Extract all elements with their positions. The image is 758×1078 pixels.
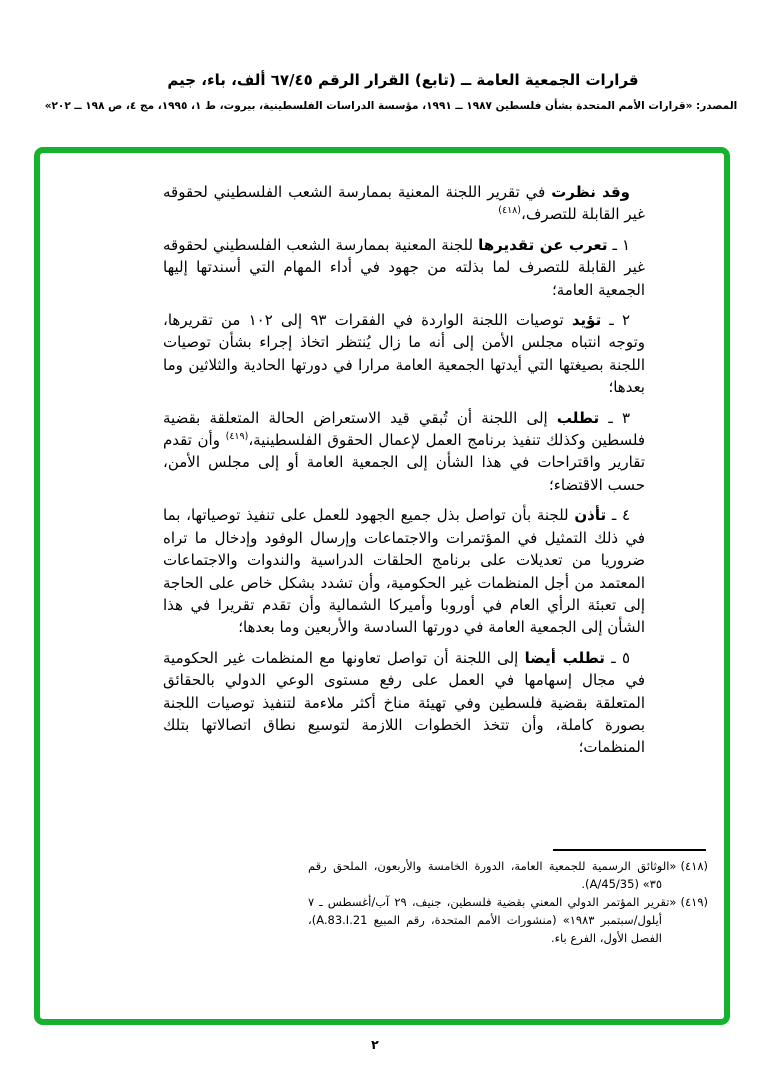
operative-phrase: تؤيد bbox=[571, 311, 602, 330]
footnote-text: «تقرير المؤتمر الدولي المعني بقضية فلسطين، جنيف، ٢٩ آب/أغسطس ـ ٧ أيلول/سبتمبر ١٩٨٣» (منشورات الأمم المتحدة، رقم المبيع A.83.I.21)، الفصل الأول، الفرع باء. bbox=[308, 895, 677, 945]
footnote-ref: (٤١٨) bbox=[498, 205, 521, 217]
body-paragraph bbox=[163, 309, 645, 399]
paragraph-text: ٥ ـ bbox=[604, 648, 630, 667]
footnote-item bbox=[308, 893, 708, 947]
paragraph-text: إلى اللجنة أن تواصل تعاونها مع المنظمات غير الحكومية في مجال إسهامها في العمل على رفع مستوى الوعي الدولي بالحقائق المتعلقة بقضية فلسطين وفي تهيئة مناخ أكثر ملاءمة لتنفيذ توصيات اللجنة بصورة كاملة، وأن تتخذ الخطوات اللازمة لتوسيع نطاق اتصالاتها بتلك المنظمات؛ bbox=[163, 648, 645, 757]
paragraph-text: توصيات اللجنة الواردة في الفقرات ٩٣ إلى ١٠٢ من تقريرها، وتوجه انتباه مجلس الأمن إلى أنه ما زال يُنتظر اتخاذ إجراء بشأن توصيات اللجنة بصيغتها التي أيدتها الجمعية العامة مرارا في دورتها الحادية والثلاثين وما بعدها؛ bbox=[163, 311, 645, 397]
body-paragraph bbox=[163, 181, 645, 226]
body-paragraph bbox=[163, 647, 645, 759]
operative-phrase: وقد نظرت bbox=[551, 183, 630, 201]
operative-phrase: تعرب عن تقديرها bbox=[478, 235, 608, 254]
paragraph-text: في تقرير اللجنة المعنية بممارسة الشعب الفلسطيني لحقوقه غير القابلة للتصرف، bbox=[163, 183, 645, 224]
operative-phrase: تطلب أيضا bbox=[524, 648, 605, 667]
footnote-separator bbox=[553, 849, 706, 851]
paragraph-text: ٣ ـ bbox=[599, 408, 630, 427]
footnote-ref: (٤١٩) bbox=[225, 431, 249, 443]
footnotes bbox=[308, 857, 708, 947]
paragraph-text: للجنة بأن تواصل بذل جميع الجهود للعمل على تنفيذ توصياتها، بما في ذلك التمثيل في المؤتمرات والاجتماعات وإرسال الوفود وإدخال ما تراه ضروريا من تعديلات على برنامج الحلقات الدراسية والندوات والاجتماعات المعتمد من أجل المنظمات غير الحكومية، وأن تشدد بشكل خاص على الحاجة إلى تعبئة الرأي العام في أوروبا وأميركا الشمالية وأن تقدم تقريرا في هذا الشأن إلى الجمعية العامة في دورتها السادسة والأربعين وما بعدها؛ bbox=[163, 506, 645, 637]
paragraph-text: وأن تقدم تقارير واقتراحات في هذا الشأن إلى الجمعية العامة أو إلى مجلس الأمن، حسب الاقتضاء؛ bbox=[163, 431, 645, 494]
operative-phrase: تأذن bbox=[574, 506, 607, 525]
paragraph-text: إلى اللجنة أن تُبقي قيد الاستعراض الحالة المتعلقة بقضية فلسطين وكذلك تنفيذ برنامج العمل لإعمال الحقوق الفلسطينية، bbox=[163, 408, 646, 450]
body-paragraph bbox=[163, 234, 645, 301]
source-line: المصدر: «قرارات الأمم المتحدة بشأن فلسطين ١٩٨٧ ــ ١٩٩١، مؤسسة الدراسات الفلسطينية، بيروت، ط ١، ١٩٩٥، مج ٤، ص ١٩٨ ــ ٢٠٢» bbox=[44, 100, 738, 112]
page-number: ٢ bbox=[371, 1037, 379, 1052]
footnote-text: «الوثائق الرسمية للجمعية العامة، الدورة الخامسة والأربعون، الملحق رقم ٣٥» (A/45/35). bbox=[308, 859, 677, 891]
body-paragraph bbox=[163, 407, 645, 497]
paragraph-text: للجنة المعنية بممارسة الشعب الفلسطيني لحقوقه غير القابلة للتصرف لما بذلته من جهود في أداء المهام التي أسندتها إليها الجمعية العامة؛ bbox=[163, 235, 645, 299]
body-paragraph bbox=[163, 504, 645, 638]
operative-phrase: تطلب bbox=[556, 408, 600, 427]
paragraph-text: ١ ـ bbox=[607, 235, 630, 254]
footnote-marker: (٤١٩) bbox=[680, 895, 709, 909]
resolution-text bbox=[163, 181, 645, 767]
footnote-marker: (٤١٨) bbox=[680, 859, 708, 873]
paragraph-text: ٢ ـ bbox=[601, 311, 631, 330]
footnote-item bbox=[308, 857, 708, 893]
page-title: قرارات الجمعية العامة ــ (تابع) القرار الرقم ٦٧/٤٥ ألف، باء، جيم bbox=[167, 71, 639, 89]
paragraph-text: ٤ ـ bbox=[606, 506, 630, 525]
